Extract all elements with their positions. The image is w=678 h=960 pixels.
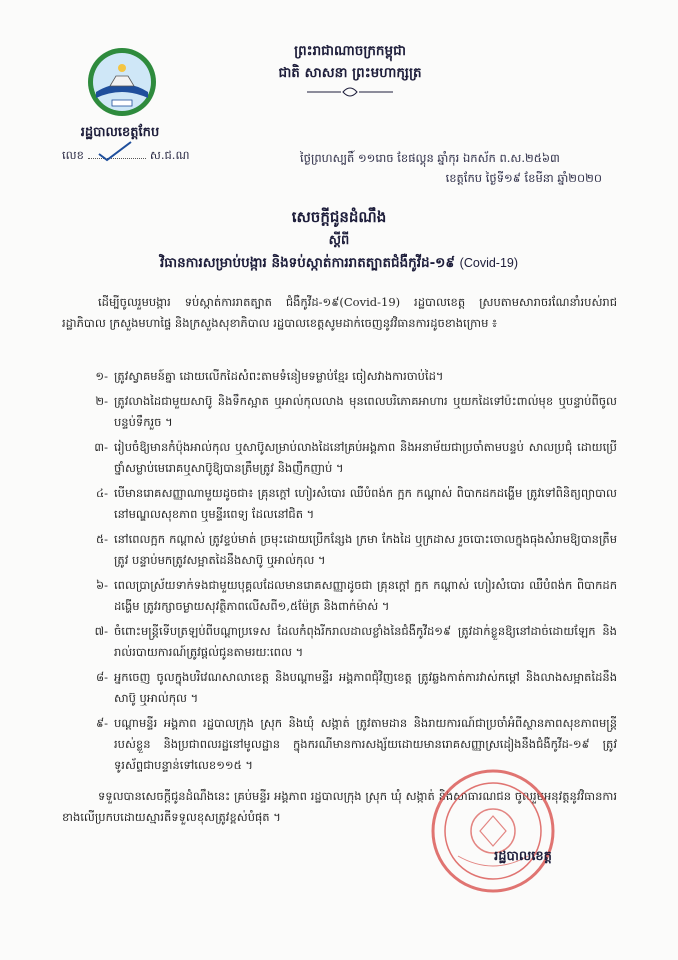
document-subheading: ស្តីពី xyxy=(328,233,350,248)
logo-caption: រដ្ឋបាលខេត្តកែប xyxy=(80,125,160,140)
signature-title: រដ្ឋបាលខេត្ត xyxy=(494,849,552,864)
topic-text: វិធានការសម្រាប់បង្ការ និងទប់ស្កាត់ការរាតត្បាតជំងឺកូវីដ-១៩ xyxy=(159,255,455,271)
closing-paragraph: ទទួលបានសេចក្តីជូនដំណឹងនេះ គ្រប់មន្ទីរ អង្គភាព រដ្ឋបាលក្រុង ស្រុក ឃុំ សង្កាត់ និងសាធារណជន ចូលរួមអនុវត្តនូវវិធានការខាងលើប្រកបដោយស្មារតីទទួលខុសត្រូវខ្ពស់បំផុត ។ xyxy=(62,789,617,824)
list-item: ៨- អ្នកចេញ ចូលក្នុងបរិវេណសាលាខេត្ត និងបណ្តាមន្ទីរ អង្គភាពជុំវិញខេត្ត ត្រូវឆ្លងកាត់ការវាស់កម្តៅ និងលាងសម្អាតដៃនឹងសាប៊ូ ឬអាល់កុល ។ xyxy=(95,670,617,705)
national-motto: ជាតិ សាសនា ព្រះមហាក្សត្រ xyxy=(278,65,422,81)
reference-prefix: លេខ xyxy=(62,148,84,162)
document-topic xyxy=(0,254,678,274)
header-ornament xyxy=(305,86,395,98)
document-heading: សេចក្តីជូនដំណឹង xyxy=(291,208,387,226)
list-item: ៧- ចំពោះមន្ត្រីទើបត្រឡប់ពីបណ្តាប្រទេស ដែលកំពុងរីករាលដាលខ្លាំងនៃជំងឺកូវីដ១៩ ត្រូវដាក់ខ្លួនឱ្យនៅដាច់ដោយឡែក និងរាល់របាយការណ៍ត្រូវផ្តល់ជូនតាមរយៈពេល ។ xyxy=(94,624,617,659)
reference-suffix: ស.ជ.ណ xyxy=(149,148,190,162)
intro-paragraph: ដើម្បីចូលរួមបង្ការ ទប់ស្កាត់ការរាតត្បាត ជំងឺកូវីដ-១៩(Covid-19) រដ្ឋបាលខេត្ត ស្របតាមសារាចរណែនាំរបស់រាជរដ្ឋាភិបាល ក្រសួងមហាផ្ទៃ និងក្រសួងសុខាភិបាល រដ្ឋបាលខេត្តសូមដាក់ចេញនូវវិធានការដូចខាងក្រោម ៖ xyxy=(62,295,617,330)
provincial-logo xyxy=(86,46,158,118)
list-item: ៥- នៅពេលក្អក កណ្តាស់ ត្រូវខ្ទប់មាត់ ច្រមុះដោយប្រើកន្សែង ក្រមា កែងដៃ ឬក្រដាស រួចបោះចោលក្នុងធុងសំរាមឱ្យបានត្រឹមត្រូវ បន្ទាប់មកត្រូវសម្អាតដៃនឹងសាប៊ូ ឬអាល់កុល ។ xyxy=(95,532,617,567)
measures-list xyxy=(62,366,617,780)
official-stamp xyxy=(428,766,558,896)
list-item: ២- ត្រូវលាងដៃជាមួយសាប៊ូ និងទឹកស្អាត ឬអាល់កុលលាង មុនពេលបរិភោគអាហារ ឬយកដៃទៅប៉ះពាល់មុខ ឬបន្ទាប់ពីចូលបន្ទប់ទឹករួច ។ xyxy=(95,394,617,429)
list-item: ៩- បណ្តាមន្ទីរ អង្គភាព រដ្ឋបាលក្រុង ស្រុក និងឃុំ សង្កាត់ ត្រូវតាមដាន និងរាយការណ៍ជាប្រចាំអំពីស្ថានភាពសុខភាពមន្ត្រីរបស់ខ្លួន និងប្រជាពលរដ្ឋនៅមូលដ្ឋាន ក្នុងករណីមានការសង្ស័យដោយមានរោគសញ្ញាស្រដៀងនឹងជំងឺកូវីដ-១៩ ត្រូវទូរស័ព្ទជាបន្ទាន់ទៅលេខ១១៥ ។ xyxy=(95,716,617,772)
kingdom-name: ព្រះរាជាណាចក្រកម្ពុជា xyxy=(294,43,406,59)
list-item: ១- ត្រូវស្វាគមន៍គ្នា ដោយលើកដៃសំពះតាមទំនៀមទម្លាប់ខ្មែរ ចៀសវាងការចាប់ដៃ។ xyxy=(95,369,444,383)
checkmark-icon xyxy=(95,140,135,164)
list-item: ៦- ពេលប្រាស្រ័យទាក់ទងជាមួយបុគ្គលដែលមានរោគសញ្ញាដូចជា គ្រុនក្តៅ ក្អក កណ្តាស់ ហៀរសំបោរ ឈឺបំពង់ក ពិបាកដកដង្ហើម ត្រូវរក្សាចម្ងាយសុវត្ថិភាពលើសពី១,៥ម៉ែត្រ និងពាក់ម៉ាស់ ។ xyxy=(95,578,617,613)
topic-suffix: (Covid-19) xyxy=(459,256,519,270)
lunar-date: ថ្ងៃព្រហស្បតិ៍ ១១រោច ខែផល្គុន ឆ្នាំកុរ ឯកស័ក ព.ស.២៥៦៣ xyxy=(300,151,560,165)
list-item: ៣- រៀបចំឱ្យមានកំប៉ុងអាល់កុល ឬសាប៊ូសម្រាប់លាងដៃនៅគ្រប់អង្គភាព និងអនាម័យជាប្រចាំតាមបន្ទប់ សាលប្រជុំ ដោយប្រើថ្នាំសម្លាប់មេរោគឬសាប៊ូឱ្យបានត្រឹមត្រូវ និងញឹកញាប់ ។ xyxy=(94,440,617,475)
list-item: ៤- បើមានរោគសញ្ញាណាមួយដូចជា៖ គ្រុនក្តៅ ហៀរសំបោរ ឈឺបំពង់ក ក្អក កណ្តាស់ ពិបាកដកដង្ហើម ត្រូវទៅពិនិត្យព្យាបាលនៅមណ្ឌលសុខភាព ឬមន្ទីរពេទ្យ ដែលនៅជិត ។ xyxy=(95,486,617,521)
solar-date: ខេត្តកែប ថ្ងៃទី១៩ ខែមីនា ឆ្នាំ២០២០ xyxy=(445,171,602,185)
document-date xyxy=(300,148,630,188)
kingdom-header xyxy=(250,40,450,98)
